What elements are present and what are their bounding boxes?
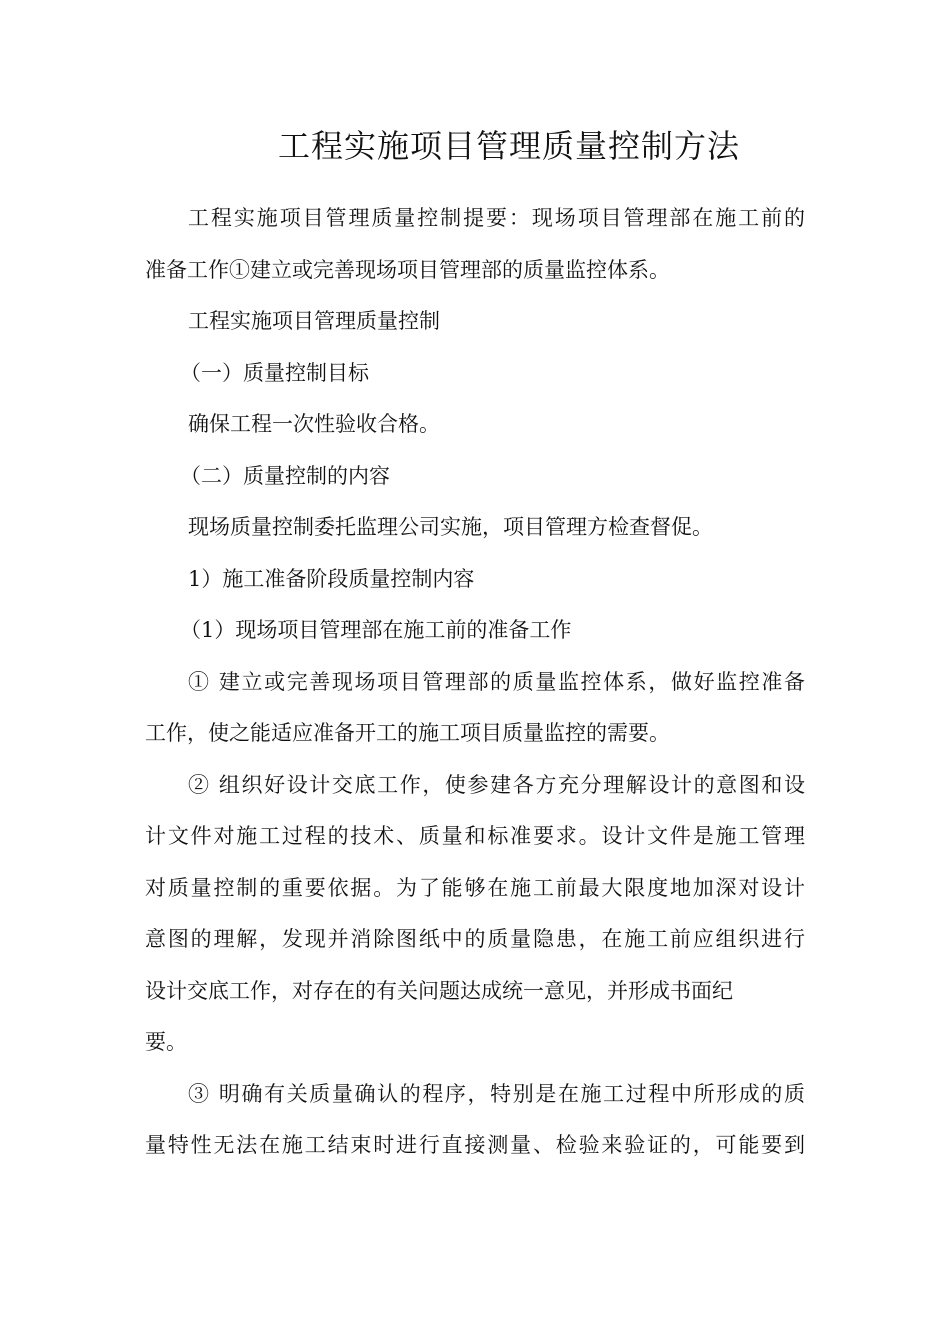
paragraph-line: 要。	[145, 1030, 187, 1054]
paragraph-line: ① 建立或完善现场项目管理部的质量监控体系，做好监控准备	[188, 669, 805, 694]
paragraph-line: 工程实施项目管理质量控制提要：现场项目管理部在施工前的	[188, 206, 805, 230]
paragraph-line: 准备工作①建立或完善现场项目管理部的质量监控体系。	[145, 257, 670, 282]
document-body	[145, 193, 805, 1172]
paragraph-line: ③ 明确有关质量确认的程序，特别是在施工过程中所形成的质	[188, 1081, 805, 1106]
paragraph-line: 计文件对施工过程的技术、质量和标准要求。设计文件是施工管理	[145, 824, 805, 848]
paragraph-line: 量特性无法在施工结束时进行直接测量、检验来验证的，可能要到	[145, 1133, 805, 1157]
paragraph-line: 现场质量控制委托监理公司实施，项目管理方检查督促。	[188, 515, 713, 539]
section-heading: （一）质量控制目标	[180, 360, 369, 385]
paragraph-line: 工作，使之能适应准备开工的施工项目质量监控的需要。	[145, 721, 670, 745]
section-heading: （1）现场项目管理部在施工前的准备工作	[180, 618, 572, 642]
paragraph-line: 设计交底工作，对存在的有关问题达成统一意见，并形成书面纪	[145, 978, 733, 1003]
section-heading: 1）施工准备阶段质量控制内容	[188, 566, 475, 591]
section-heading: 工程实施项目管理质量控制	[188, 309, 440, 333]
section-heading: （二）质量控制的内容	[180, 463, 390, 488]
paragraph-line: ② 组织好设计交底工作，使参建各方充分理解设计的意图和设	[188, 772, 805, 797]
paragraph-line: 对质量控制的重要依据。为了能够在施工前最大限度地加深对设计	[145, 875, 805, 900]
paragraph-line: 意图的理解，发现并消除图纸中的质量隐患，在施工前应组织进行	[145, 927, 805, 951]
document-title: 工程实施项目管理质量控制方法	[277, 127, 740, 165]
paragraph-line: 确保工程一次性验收合格。	[188, 412, 440, 436]
